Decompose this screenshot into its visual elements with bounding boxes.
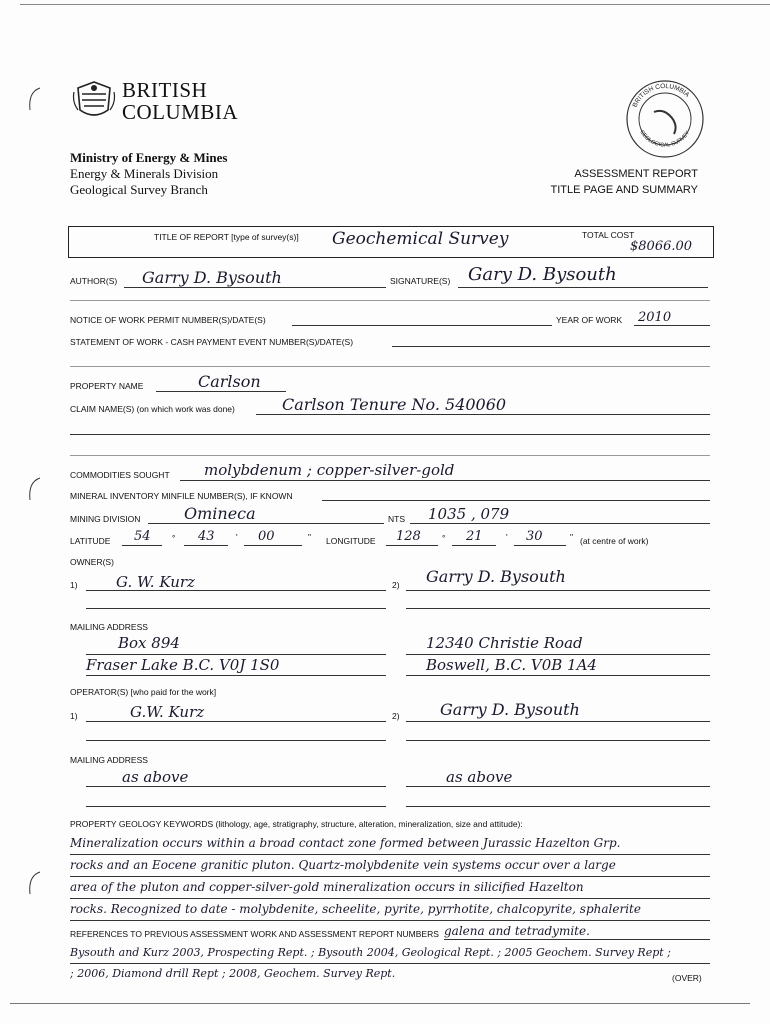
nts-label: NTS xyxy=(388,514,405,524)
total-cost-label: TOTAL COST xyxy=(582,230,635,240)
commodities-value: molybdenum ; copper-silver-gold xyxy=(204,461,455,479)
total-cost-value: $8066.00 xyxy=(630,239,693,254)
title-value: Geochemical Survey xyxy=(332,229,509,249)
property-label: PROPERTY NAME xyxy=(70,381,144,391)
property-value: Carlson xyxy=(198,372,261,391)
references-label: REFERENCES TO PREVIOUS ASSESSMENT WORK AND ASSESSMENT REPORT NUMBERS xyxy=(70,929,439,939)
nts-value: 1035 , 079 xyxy=(428,505,510,523)
property-line xyxy=(156,391,286,392)
year-line xyxy=(634,325,710,326)
geology-line-3: area of the pluton and copper-silver-gold mineralization occurs in silicified Hazelton xyxy=(70,880,584,894)
minfile-label: MINERAL INVENTORY MINFILE NUMBER(S), IF KNOWN xyxy=(70,491,293,501)
mining-division-label: MINING DIVISION xyxy=(70,514,141,524)
mining-division-value: Omineca xyxy=(184,504,256,523)
owner2-value: Garry D. Bysouth xyxy=(426,567,566,586)
svg-text:BRITISH COLUMBIA xyxy=(632,83,691,109)
ministry-block xyxy=(70,150,227,198)
lat-sec-line xyxy=(244,545,302,546)
over-label: (OVER) xyxy=(672,973,702,983)
year-label: YEAR OF WORK xyxy=(556,315,623,325)
geology-line-2: rocks and an Eocene granitic pluton. Quartz-molybdenite vein systems occur over a large xyxy=(70,858,616,872)
mailing-label: MAILING ADDRESS xyxy=(70,622,148,632)
year-value: 2010 xyxy=(638,310,672,325)
mailing2-label: MAILING ADDRESS xyxy=(70,755,148,765)
lat-sec: 00 xyxy=(258,529,275,544)
bc-crest-icon xyxy=(72,80,116,120)
op2-value: Garry D. Bysouth xyxy=(440,700,580,719)
author-line xyxy=(124,287,386,288)
owner2-num: 2) xyxy=(392,580,400,590)
op-addr1-value: as above xyxy=(122,768,189,786)
statement-line xyxy=(392,346,710,347)
geology-line-1: Mineralization occurs within a broad contact zone formed between Jurassic Hazelton Grp. xyxy=(70,836,621,850)
op-addr2-line-2 xyxy=(406,806,710,807)
latitude-label: LATITUDE xyxy=(70,536,111,546)
punch-hole-icon xyxy=(24,86,44,116)
commodities-line xyxy=(180,480,710,481)
owner1-value: G. W. Kurz xyxy=(116,573,195,591)
seal-text-bottom: GEOLOGICAL SURVEY xyxy=(638,129,692,149)
separator xyxy=(70,300,710,301)
geological-survey-seal-icon xyxy=(624,78,706,160)
title-label: TITLE OF REPORT [type of survey(s)] xyxy=(154,232,299,242)
references-line xyxy=(444,939,710,940)
geology-label: PROPERTY GEOLOGY KEYWORDS (lithology, age, stratigraphy, structure, alteration, mineralization, size and attitude): xyxy=(70,819,523,829)
owner2-line-2 xyxy=(406,608,710,609)
separator xyxy=(70,366,710,367)
op1-line xyxy=(86,721,386,722)
lat-deg: 54 xyxy=(134,529,151,544)
branch-name: Geological Survey Branch xyxy=(70,182,208,197)
punch-hole-icon xyxy=(24,476,44,506)
author-label: AUTHOR(S) xyxy=(70,276,118,286)
op-addr1-line xyxy=(86,786,386,787)
separator xyxy=(70,455,710,456)
report-title-2: TITLE PAGE AND SUMMARY xyxy=(550,184,698,196)
references-line-2: ; 2006, Diamond drill Rept ; 2008, Geochem. Survey Rept. xyxy=(70,967,396,980)
addr2-line1 xyxy=(406,654,710,655)
signature-line xyxy=(458,287,708,288)
ministry-name: Ministry of Energy & Mines xyxy=(70,150,228,165)
signature-label: SIGNATURE(S) xyxy=(390,276,451,286)
notice-line xyxy=(292,325,552,326)
owner2-line xyxy=(406,590,710,591)
addr1-line2 xyxy=(86,675,386,676)
owner1-line-2 xyxy=(86,608,386,609)
geology-rule xyxy=(70,876,710,877)
references-line-1: Bysouth and Kurz 2003, Prospecting Rept. ; Bysouth 2004, Geological Rept. ; 2005 Geochem. Survey Rept ; xyxy=(70,946,671,959)
operators-label: OPERATOR(S) [who paid for the work] xyxy=(70,687,217,697)
minfile-line xyxy=(322,500,710,501)
addr2-line1-value: 12340 Christie Road xyxy=(426,634,583,652)
mining-division-line xyxy=(148,523,384,524)
commodities-label: COMMODITIES SOUGHT xyxy=(70,470,170,480)
lon-min: 21 xyxy=(466,529,483,544)
lon-sec: 30 xyxy=(526,529,543,544)
geology-rule xyxy=(70,920,710,921)
longitude-label: LONGITUDE xyxy=(326,536,376,546)
addr2-line2-value: Boswell, B.C. V0B 1A4 xyxy=(426,656,597,674)
op-addr1-line-2 xyxy=(86,806,386,807)
addr1-line1 xyxy=(86,654,386,655)
claim-line xyxy=(256,414,710,415)
lon-deg: 128 xyxy=(396,529,421,544)
lat-min-line xyxy=(184,545,228,546)
addr2-line2 xyxy=(406,675,710,676)
owners-label: OWNER(S) xyxy=(70,557,114,567)
statement-label: STATEMENT OF WORK - CASH PAYMENT EVENT NUMBER(S)/DATE(S) xyxy=(70,337,354,347)
addr1-line2-value: Fraser Lake B.C. V0J 1S0 xyxy=(86,656,280,674)
notice-label: NOTICE OF WORK PERMIT NUMBER(S)/DATE(S) xyxy=(70,315,266,325)
op2-line-2 xyxy=(406,740,710,741)
logo-line2: COLUMBIA xyxy=(122,100,239,124)
owner1-num: 1) xyxy=(70,580,78,590)
seal-text-top: BRITISH COLUMBIA xyxy=(631,82,691,109)
op-addr2-line xyxy=(406,786,710,787)
op-addr2-value: as above xyxy=(446,768,513,786)
lat-deg-line xyxy=(122,545,162,546)
centre-note: (at centre of work) xyxy=(580,536,649,546)
logo-line1: BRITISH xyxy=(122,78,208,102)
claim-value: Carlson Tenure No. 540060 xyxy=(282,395,507,414)
geology-rule xyxy=(70,898,710,899)
signature-value: Gary D. Bysouth xyxy=(468,264,617,285)
op2-num: 2) xyxy=(392,711,400,721)
bottom-edge xyxy=(10,1003,750,1004)
punch-hole-icon xyxy=(24,870,44,900)
op2-line xyxy=(406,721,710,722)
scan-edge xyxy=(20,4,770,5)
report-heading xyxy=(550,166,698,198)
assessment-report-page: BRITISH COLUMBIA BRITISH COLUMBIA GEOLOGICAL SURVEY Ministry of Energy & Mines Energy & Minerals Division Geological Survey Branch ASSESSMENT REPORT TITLE PAGE AND SUMMARY TITLE OF REPORT [type of survey(s)] Geochemical Survey TOTAL COST $8066.00 AUTHOR(S) Garry D. Bysouth SIGNATURE(S) Gary D. Bysouth NOTICE OF WORK PERMIT NUMBER(S)/DATE(S) YEAR OF WORK 2010 STATEMENT OF WORK - CASH PAYMENT EVENT NUMBER(S)/DATE(S) PROPERTY NAME Carlson CLAIM NAME(S) (on which work was done) Carlson Tenure No. 540060 COMMODITIES SOUGHT molybdenum ; copper-silver-gold MINERAL INVENTORY MINFILE NUMBER(S), IF KNOWN MINING DIVISION Omineca NTS 1035 , 079 LATITUDE 54 ° 43 ' 00 " LONGITUDE 128 ° 21 ' 30 " (at centre of work) OWNER(S) 1) G. W. Kurz 2) Garry D. Bysouth MAILING ADDRESS Box 894 Fraser Lake B.C. V0J 1S0 12340 Christie Road Boswell, B.C. V0B 1A4 OPERATOR(S) [who paid for the work] 1) G.W. Kurz 2) Garry D. Bysouth MAILING ADDRESS as above as above PROPERTY GEOLOGY KEYWORDS (lithology, age, stratigraphy, structure, alteration, mineralization, size and attitude): Mineralization occurs within a broad contact zone formed between Jurassic Hazelton Grp. rocks and an Eocene granitic pluton. Quartz-molybdenite vein systems occur over a large area of the pluton and copper-silver-gold mineralization occurs in silicified Hazelton rocks. Recognized to date - molybdenite, scheelite, pyrite, pyrrhotite, chalcopyrite, sphalerite REFERENCES TO PREVIOUS ASSESSMENT WORK AND ASSESSMENT REPORT NUMBERS galena and tetradymite. Bysouth and Kurz 2003, Prospecting Rept. ; Bysouth 2004, Geological Rept. ; 2005 Geochem. Survey Rept ; ; 2006, Diamond drill Rept ; 2008, Geochem. Survey Rept. (OVER) xyxy=(0,0,770,1024)
svg-text:GEOLOGICAL SURVEY xyxy=(638,129,691,148)
lon-sec-line xyxy=(514,545,566,546)
report-title-1: ASSESSMENT REPORT xyxy=(574,168,698,180)
references-tail: galena and tetradymite. xyxy=(444,924,590,938)
op1-value: G.W. Kurz xyxy=(130,703,205,721)
op1-num: 1) xyxy=(70,711,78,721)
claim-line-2 xyxy=(70,434,710,435)
geology-rule xyxy=(70,854,710,855)
claim-label: CLAIM NAME(S) (on which work was done) xyxy=(70,404,235,414)
author-value: Garry D. Bysouth xyxy=(142,268,282,287)
lon-min-line xyxy=(452,545,496,546)
references-rule xyxy=(70,963,710,964)
division-name: Energy & Minerals Division xyxy=(70,166,219,181)
geology-line-4: rocks. Recognized to date - molybdenite, scheelite, pyrite, pyrrhotite, chalcopyrite, sphalerite xyxy=(70,902,641,916)
nts-line xyxy=(410,523,710,524)
op1-line-2 xyxy=(86,740,386,741)
lon-deg-line xyxy=(386,545,438,546)
addr1-line1-value: Box 894 xyxy=(118,634,180,652)
lat-min: 43 xyxy=(198,529,215,544)
